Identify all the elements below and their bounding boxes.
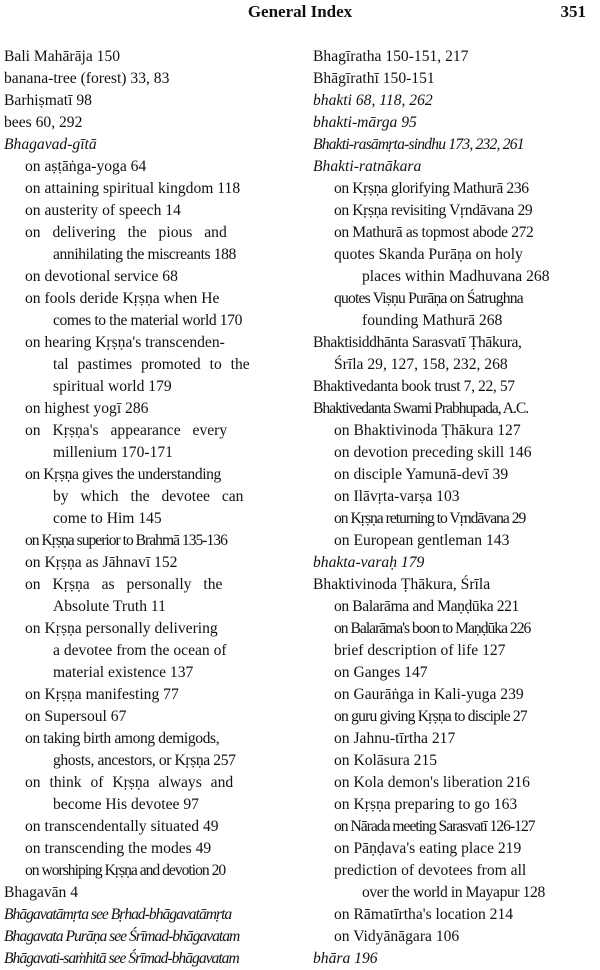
index-entry: Bhagavān 4 [4, 884, 79, 901]
index-subentry: prediction of devotees from all [334, 862, 527, 879]
index-entry: Bhaktisiddhānta Sarasvatī Ṭhākura, [313, 334, 522, 351]
index-subentry: on hearing Kṛṣṇa's transcenden- [25, 334, 225, 351]
index-subentry: on Kṛṣṇa revisiting Vṛndāvana 29 [334, 202, 533, 219]
index-entry-continuation: come to Him 145 [53, 510, 162, 527]
index-subentry: on Kṛṣṇa returning to Vṛndāvana 29 [334, 510, 526, 527]
index-entry-continuation: by which the devotee can [53, 488, 244, 505]
index-subentry: on Gaurāṅga in Kali-yuga 239 [334, 686, 524, 703]
index-entry: Bhaktivinoda Ṭhākura, Śrīla [313, 576, 491, 593]
index-subentry: on devotional service 68 [25, 268, 178, 285]
index-entry: Bhāgīrathī 150-151 [313, 70, 435, 87]
index-subentry: on Kola demon's liberation 216 [334, 774, 530, 791]
index-subentry: on Jahnu-tīrtha 217 [334, 730, 456, 747]
index-subentry: on Pāṇḍava's eating place 219 [334, 840, 522, 857]
index-subentry: on Kṛṣṇa personally delivering [25, 620, 218, 637]
index-entry: Bhakti-ratnākara [313, 158, 422, 175]
index-entry: bhakta-varaḥ 179 [313, 554, 425, 571]
index-entry: Bhagavata Purāṇa see Śrīmad-bhāgavatam [4, 928, 240, 945]
index-subentry: on Kolāsura 215 [334, 752, 438, 769]
index-subentry: on Ilāvṛta-varṣa 103 [334, 488, 460, 505]
index-subentry: on Kṛṣṇa gives the understanding [25, 466, 221, 483]
index-entry: bees 60, 292 [4, 114, 83, 131]
index-subentry: quotes Skanda Purāṇa on holy [334, 246, 523, 263]
index-subentry: on Kṛṣṇa as personally the [25, 576, 223, 593]
index-entry-continuation: Absolute Truth 11 [53, 598, 166, 615]
index-entry-continuation: spiritual world 179 [53, 378, 172, 395]
index-subentry: on Kṛṣṇa as Jāhnavī 152 [25, 554, 178, 571]
index-subentry: on Ganges 147 [334, 664, 428, 681]
index-entry: bhāra 196 [313, 950, 378, 967]
index-entry-continuation: material existence 137 [53, 664, 194, 681]
index-subentry: on Mathurā as topmost abode 272 [334, 224, 534, 241]
index-entry: bhakti 68, 118, 262 [313, 92, 433, 109]
index-entry-continuation: tal pastimes promoted to the [53, 356, 250, 373]
index-entry: Barhiṣmatī 98 [4, 92, 92, 109]
index-entry-continuation: places within Madhuvana 268 [362, 268, 550, 285]
index-subentry: on Rāmatīrtha's location 214 [334, 906, 514, 923]
index-subentry: quotes Viṣṇu Purāṇa on Śatrughna [334, 290, 523, 307]
running-title: General Index [247, 2, 353, 21]
index-subentry: on highest yogī 286 [25, 400, 149, 417]
index-subentry: on Balarāma and Maṇḍūka 221 [334, 598, 519, 615]
index-entry: banana-tree (forest) 33, 83 [4, 70, 170, 87]
index-entry: Bhagīratha 150-151, 217 [313, 48, 469, 65]
index-entry: Bhāgavatāmṛta see Bṛhad-bhāgavatāmṛta [4, 906, 232, 923]
index-subentry: on Vidyānāgara 106 [334, 928, 460, 945]
index-entry: Bhāgavati-saṁhitā see Śrīmad-bhāgavatam [4, 950, 239, 967]
index-subentry: on taking birth among demigods, [25, 730, 220, 747]
index-entry-continuation: comes to the material world 170 [53, 312, 242, 329]
index-entry-continuation: annihilating the miscreants 188 [53, 246, 236, 263]
index-subentry: on Supersoul 67 [25, 708, 127, 725]
index-entry-continuation: millenium 170-171 [53, 444, 173, 461]
index-subentry: Śrīla 29, 127, 158, 232, 268 [334, 356, 508, 373]
index-subentry: on austerity of speech 14 [25, 202, 181, 219]
index-entry-continuation: ghosts, ancestors, or Kṛṣṇa 257 [53, 752, 236, 769]
index-column-right [313, 46, 599, 970]
index-subentry: on Kṛṣṇa glorifying Mathurā 236 [334, 180, 529, 197]
index-subentry: on Kṛṣṇa preparing to go 163 [334, 796, 518, 813]
index-entry: Bhaktivedanta Swami Prabhupada, A.C. [313, 400, 529, 417]
index-subentry: on transcending the modes 49 [25, 840, 212, 857]
index-column-left [4, 46, 294, 970]
index-subentry: on devotion preceding skill 146 [334, 444, 532, 461]
index-subentry: on Kṛṣṇa manifesting 77 [25, 686, 179, 703]
page-header [0, 0, 600, 28]
index-subentry: on disciple Yamunā-devī 39 [334, 466, 509, 483]
index-subentry: on European gentleman 143 [334, 532, 510, 549]
index-entry-continuation: founding Mathurā 268 [362, 312, 503, 329]
index-subentry: on attaining spiritual kingdom 118 [25, 180, 241, 197]
index-entry: Bhagavad-gītā [4, 136, 97, 153]
index-subentry: on Bhaktivinoda Ṭhākura 127 [334, 422, 521, 439]
index-subentry: on Balarāma's boon to Maṇḍūka 226 [334, 620, 531, 637]
index-subentry: on delivering the pious and [25, 224, 227, 241]
index-subentry: brief description of life 127 [334, 642, 506, 659]
index-subentry: on Kṛṣṇa's appearance every [25, 422, 228, 439]
index-subentry: on worshiping Kṛṣṇa and devotion 20 [25, 862, 226, 879]
index-subentry: on aṣṭāṅga-yoga 64 [25, 158, 147, 175]
index-subentry: on Nārada meeting Sarasvatī 126-127 [334, 818, 535, 835]
index-entry: bhakti-mārga 95 [313, 114, 417, 131]
index-subentry: on fools deride Kṛṣṇa when He [25, 290, 220, 307]
index-entry: Bali Mahārāja 150 [4, 48, 121, 65]
index-subentry: on think of Kṛṣṇa always and [25, 774, 234, 791]
index-subentry: on transcendentally situated 49 [25, 818, 219, 835]
index-subentry: on guru giving Kṛṣṇa to disciple 27 [334, 708, 527, 725]
index-subentry: on Kṛṣṇa superior to Brahmā 135-136 [25, 532, 227, 549]
index-entry: Bhaktivedanta book trust 7, 22, 57 [313, 378, 515, 395]
index-entry-continuation: over the world in Mayapur 128 [362, 884, 545, 901]
index-entry-continuation: become His devotee 97 [53, 796, 199, 813]
index-entry-continuation: a devotee from the ocean of [53, 642, 227, 659]
index-entry: Bhakti-rasāmṛta-sindhu 173, 232, 261 [313, 136, 524, 153]
page-number: 351 [560, 2, 586, 21]
